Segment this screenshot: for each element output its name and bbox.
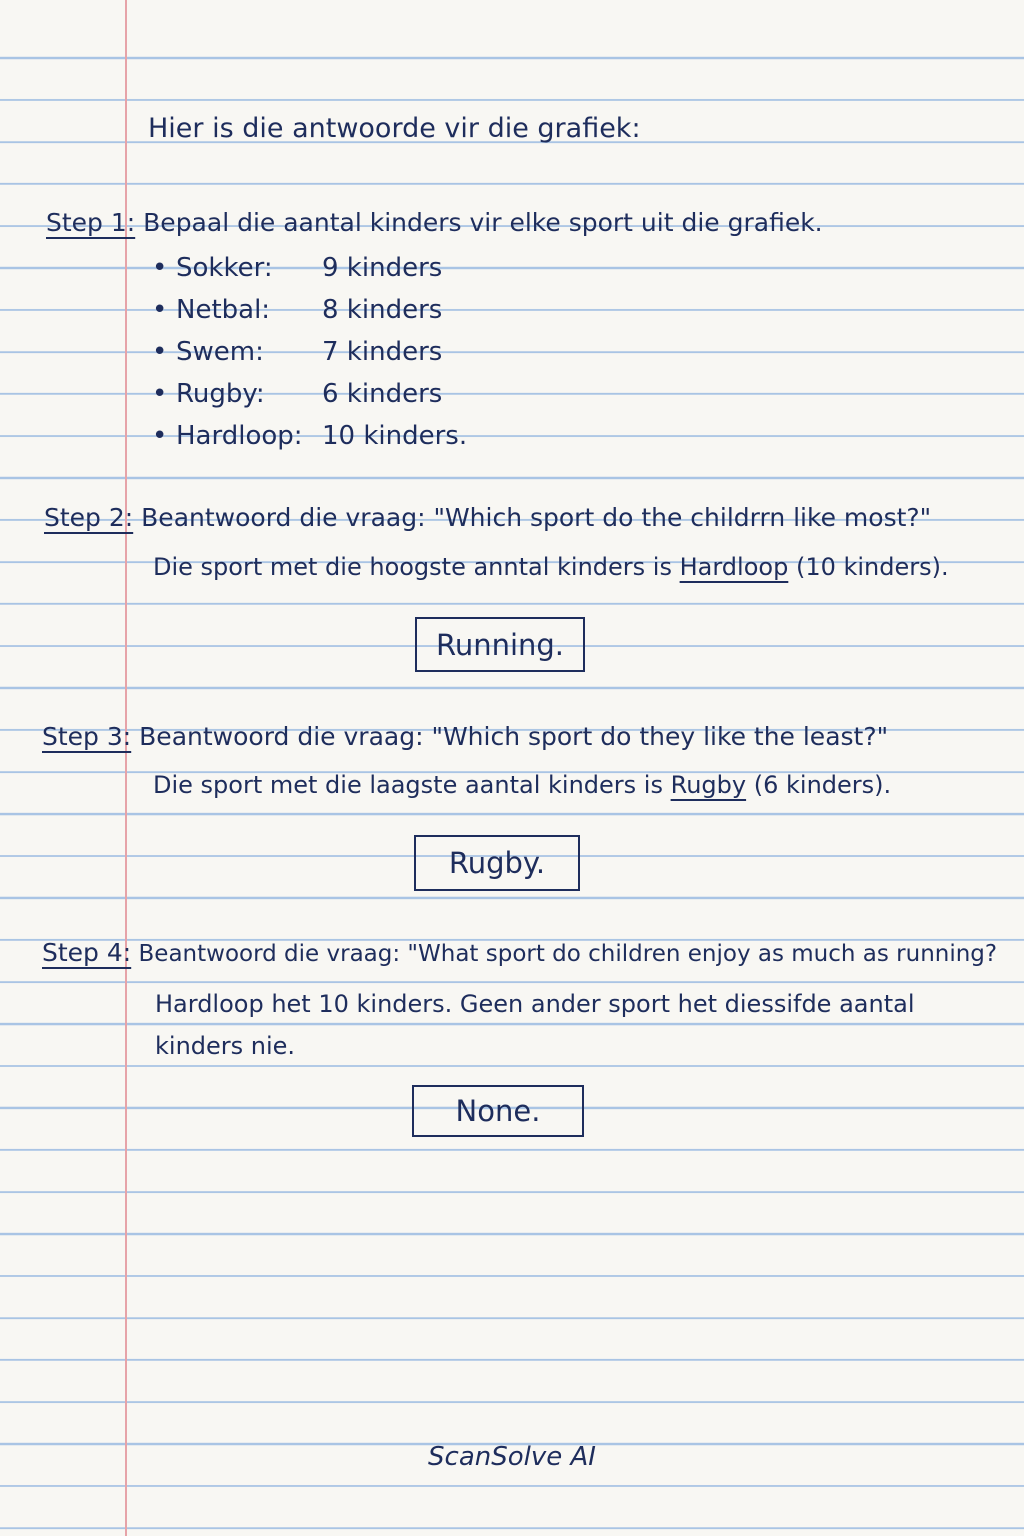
sport-count: 10 kinders. <box>322 421 468 451</box>
sport-name: Netbal: <box>176 295 271 325</box>
answer-box-step-2: Running. <box>415 617 585 672</box>
bullet-icon: • <box>152 253 168 283</box>
bullet-icon: • <box>152 421 168 451</box>
sport-count: 9 kinders <box>322 253 443 283</box>
step-4-explanation-line-2: kinders nie. <box>155 1032 296 1060</box>
bullet-icon: • <box>152 337 168 367</box>
step-4-label: Step 4: <box>42 938 132 967</box>
step-4-text: Beantwoord die vraag: "What sport do children enjoy as much as running? <box>138 941 998 967</box>
bullet-icon: • <box>152 379 168 409</box>
step-2-explanation <box>153 553 949 581</box>
step-2-text: Beantwoord die vraag: "Which sport do the childrrn like most?" <box>141 503 932 532</box>
step-3-explanation <box>153 771 891 799</box>
list-item <box>152 253 442 283</box>
step-4-line <box>42 938 997 967</box>
step-2-label: Step 2: <box>44 503 134 532</box>
step-3-line <box>42 722 888 751</box>
step-2-explanation-pre: Die sport met die hoogste anntal kinders is <box>153 553 672 581</box>
step-4-explanation-line-1: Hardloop het 10 kinders. Geen ander sport het diessifde aantal <box>155 990 915 1018</box>
sport-count: 6 kinders <box>322 379 443 409</box>
sport-name: Swem: <box>176 337 264 367</box>
step-3-explanation-post: (6 kinders). <box>753 771 892 799</box>
sport-name: Sokker: <box>176 253 273 283</box>
step-2-highlight: Hardloop <box>679 553 789 581</box>
step-1-line <box>46 208 823 237</box>
answer-box-step-3: Rugby. <box>414 835 580 891</box>
step-3-highlight: Rugby <box>670 771 747 799</box>
step-1-label: Step 1: <box>46 208 136 237</box>
bullet-icon: • <box>152 295 168 325</box>
footer-brand: ScanSolve AI <box>428 1442 596 1472</box>
list-item <box>152 421 467 451</box>
intro-text: Hier is die antwoorde vir die grafiek: <box>148 113 641 144</box>
list-item <box>152 379 442 409</box>
list-item <box>152 295 442 325</box>
step-2-line <box>44 503 931 532</box>
step-1-text: Bepaal die aantal kinders vir elke sport uit die grafiek. <box>143 208 823 237</box>
step-2-explanation-post: (10 kinders). <box>795 553 949 581</box>
step-3-label: Step 3: <box>42 722 132 751</box>
list-item <box>152 337 442 367</box>
sport-count: 7 kinders <box>322 337 443 367</box>
sport-count: 8 kinders <box>322 295 443 325</box>
sport-name: Rugby: <box>176 379 265 409</box>
sport-name: Hardloop: <box>176 421 303 451</box>
step-3-text: Beantwoord die vraag: "Which sport do they like the least?" <box>139 722 889 751</box>
answer-box-step-4: None. <box>412 1085 584 1137</box>
step-3-explanation-pre: Die sport met die laagste aantal kinders is <box>153 771 663 799</box>
